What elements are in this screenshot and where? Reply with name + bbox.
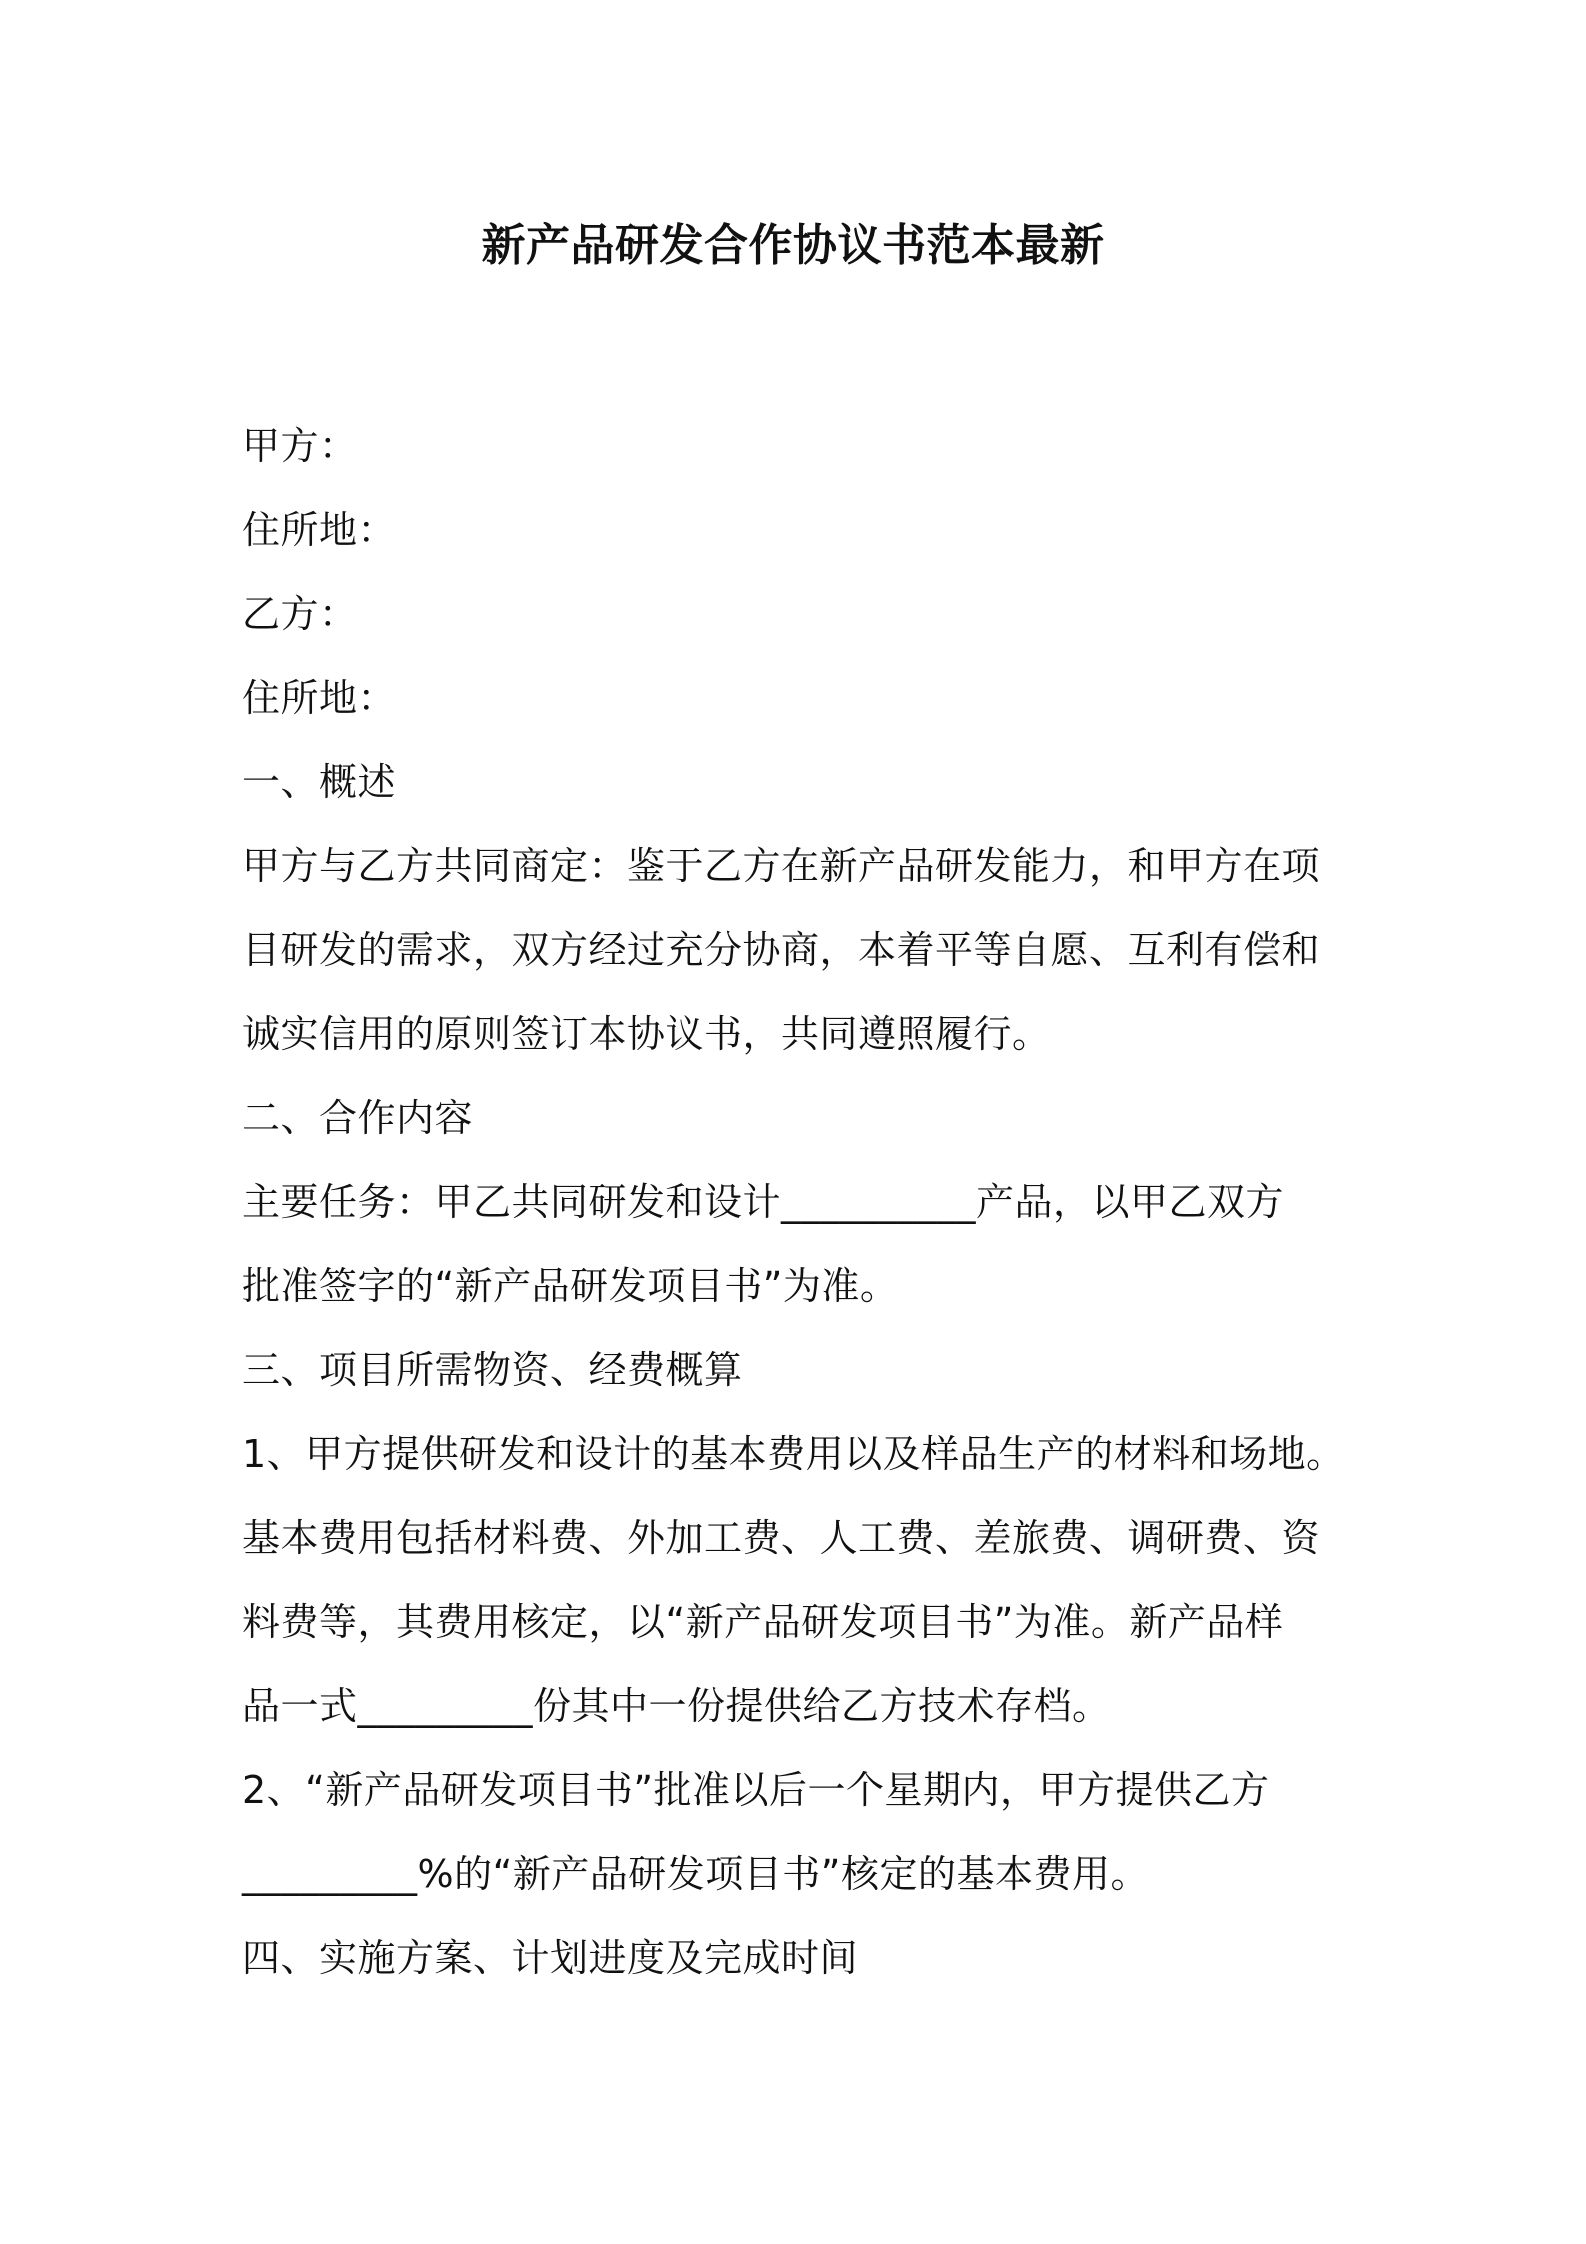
budget-clause-line: 料费等，其费用核定，以“新产品研发项目书”为准。新产品样 — [242, 1600, 1284, 1644]
section-heading-materials-budget: 三、项目所需物资、经费概算 — [242, 1348, 743, 1392]
party-b-label: 乙方： — [242, 592, 358, 636]
budget-clause-line: 基本费用包括材料费、外加工费、人工费、差旅费、调研费、资 — [242, 1516, 1321, 1560]
cooperation-paragraph-line: 主要任务：甲乙共同研发和设计__________产品，以甲乙双方 — [242, 1180, 1285, 1224]
party-a-label: 甲方： — [242, 424, 358, 468]
document-title: 新产品研发合作协议书范本最新 — [481, 220, 1105, 271]
party-a-address-label: 住所地： — [242, 508, 397, 552]
overview-paragraph-line: 甲方与乙方共同商定：鉴于乙方在新产品研发能力，和甲方在项 — [242, 844, 1321, 888]
budget-clause-line: 2、“新产品研发项目书”批准以后一个星期内，甲方提供乙方 — [242, 1768, 1270, 1812]
document-body — [242, 404, 1362, 2000]
section-heading-cooperation: 二、合作内容 — [242, 1096, 474, 1140]
section-heading-implementation: 四、实施方案、计划进度及完成时间 — [242, 1936, 859, 1980]
party-b-address-label: 住所地： — [242, 676, 397, 720]
section-heading-overview: 一、概述 — [242, 760, 397, 804]
budget-clause-line: _________%的“新产品研发项目书”核定的基本费用。 — [242, 1852, 1149, 1896]
budget-clause-line: 1、甲方提供研发和设计的基本费用以及样品生产的材料和场地。 — [242, 1432, 1345, 1476]
overview-paragraph-line: 目研发的需求，双方经过充分协商，本着平等自愿、互利有偿和 — [242, 928, 1321, 972]
overview-paragraph-line: 诚实信用的原则签订本协议书，共同遵照履行。 — [242, 1012, 1051, 1056]
budget-clause-line: 品一式_________份其中一份提供给乙方技术存档。 — [242, 1684, 1111, 1728]
cooperation-paragraph-line: 批准签字的“新产品研发项目书”为准。 — [242, 1264, 899, 1308]
